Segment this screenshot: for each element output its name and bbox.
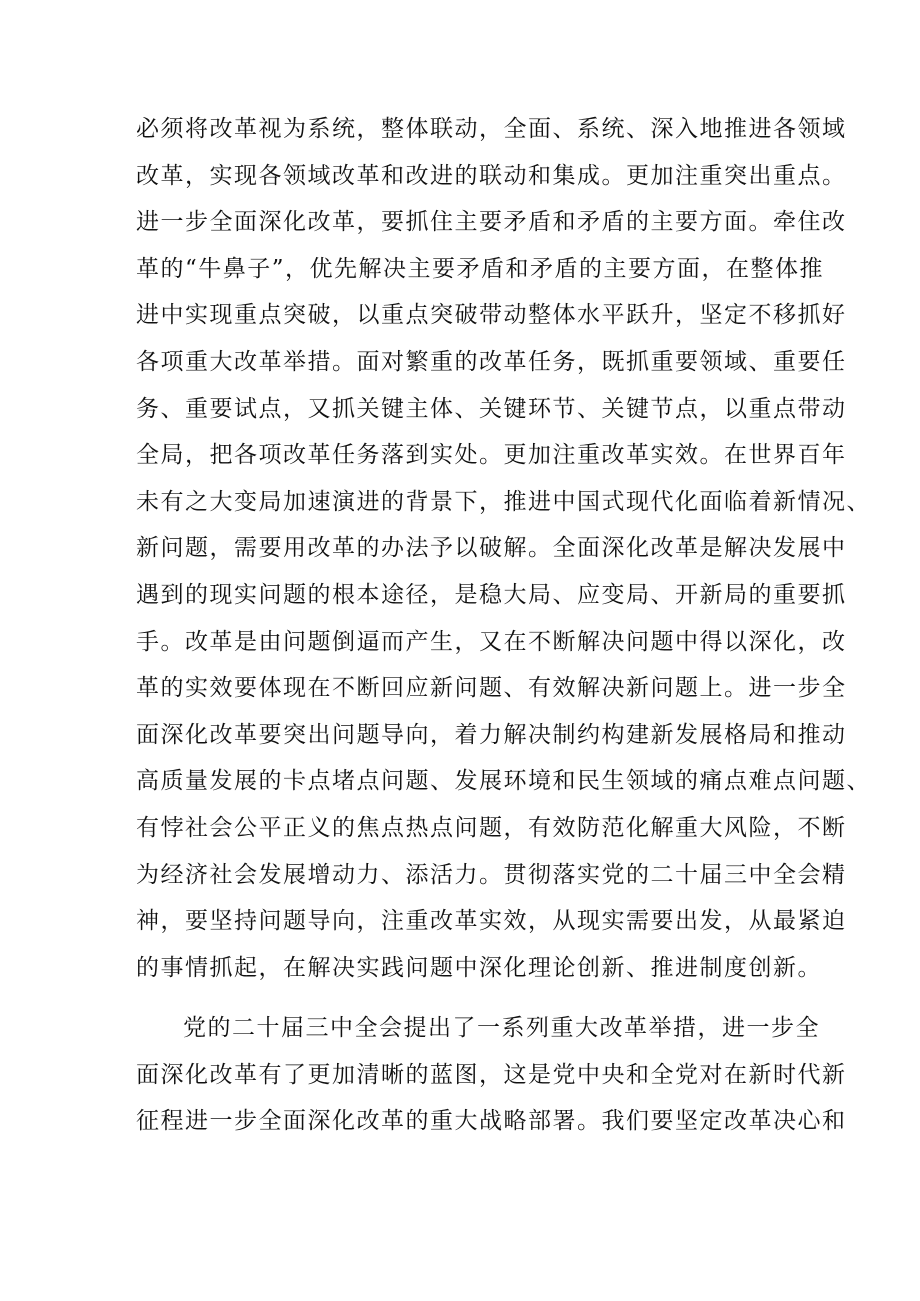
text-line: 征程进一步全面深化改革的重大战略部署。我们要坚定改革决心和: [136, 1108, 847, 1135]
body-text: [136, 106, 871, 1145]
paragraph-gap: [136, 991, 816, 1005]
paragraph-1: [136, 106, 871, 991]
text-line: 改革，实现各领域改革和改进的联动和集成。更加注重突出重点。: [136, 162, 847, 189]
text-line: 有悖社会公平正义的焦点热点问题，有效防范化解重大风险，不断: [136, 814, 847, 841]
text-line: 遇到的现实问题的根本途径，是稳大局、应变局、开新局的重要抓: [136, 581, 847, 608]
text-line: 未有之大变局加速演进的背景下，推进中国式现代化面临着新情况、: [136, 488, 871, 515]
text-line: 新问题，需要用改革的办法予以破解。全面深化改革是解决发展中: [136, 535, 847, 562]
text-line: 革的实效要体现在不断回应新问题、有效解决新问题上。进一步全: [136, 675, 847, 702]
text-line: 面深化改革有了更加清晰的蓝图，这是党中央和全党对在新时代新: [136, 1061, 847, 1088]
text-line: 进中实现重点突破，以重点突破带动整体水平跃升，坚定不移抓好: [136, 302, 847, 329]
text-line: 的事情抓起，在解决实践问题中深化理论创新、推进制度创新。: [136, 954, 822, 981]
text-line: 革的“牛鼻子”，优先解决主要矛盾和矛盾的主要方面，在整体推: [136, 255, 825, 282]
text-line: 为经济社会发展增动力、添活力。贯彻落实党的二十届三中全会精: [136, 861, 847, 888]
text-line: 高质量发展的卡点堵点问题、发展环境和民生领域的痛点难点问题、: [136, 768, 871, 795]
paragraph-2: [136, 1005, 847, 1145]
text-line: 各项重大改革举措。面对繁重的改革任务，既抓重要领域、重要任: [136, 348, 847, 375]
text-line: 务、重要试点，又抓关键主体、关键环节、关键节点，以重点带动: [136, 395, 847, 422]
text-line: 必须将改革视为系统，整体联动，全面、系统、深入地推进各领域: [136, 116, 847, 142]
text-line: 面深化改革要突出问题导向，着力解决制约构建新发展格局和推动: [136, 721, 847, 748]
text-line: 手。改革是由问题倒逼而产生，又在不断解决问题中得以深化，改: [136, 628, 847, 655]
text-line-indented: 党的二十届三中全会提出了一系列重大改革举措，进一步全: [183, 1015, 820, 1042]
text-line: 进一步全面深化改革，要抓住主要矛盾和矛盾的主要方面。牵住改: [136, 209, 847, 236]
text-line: 神，要坚持问题导向，注重改革实效，从现实需要出发，从最紧迫: [136, 908, 847, 935]
text-line: 全局，把各项改革任务落到实处。更加注重改革实效。在世界百年: [136, 442, 847, 469]
